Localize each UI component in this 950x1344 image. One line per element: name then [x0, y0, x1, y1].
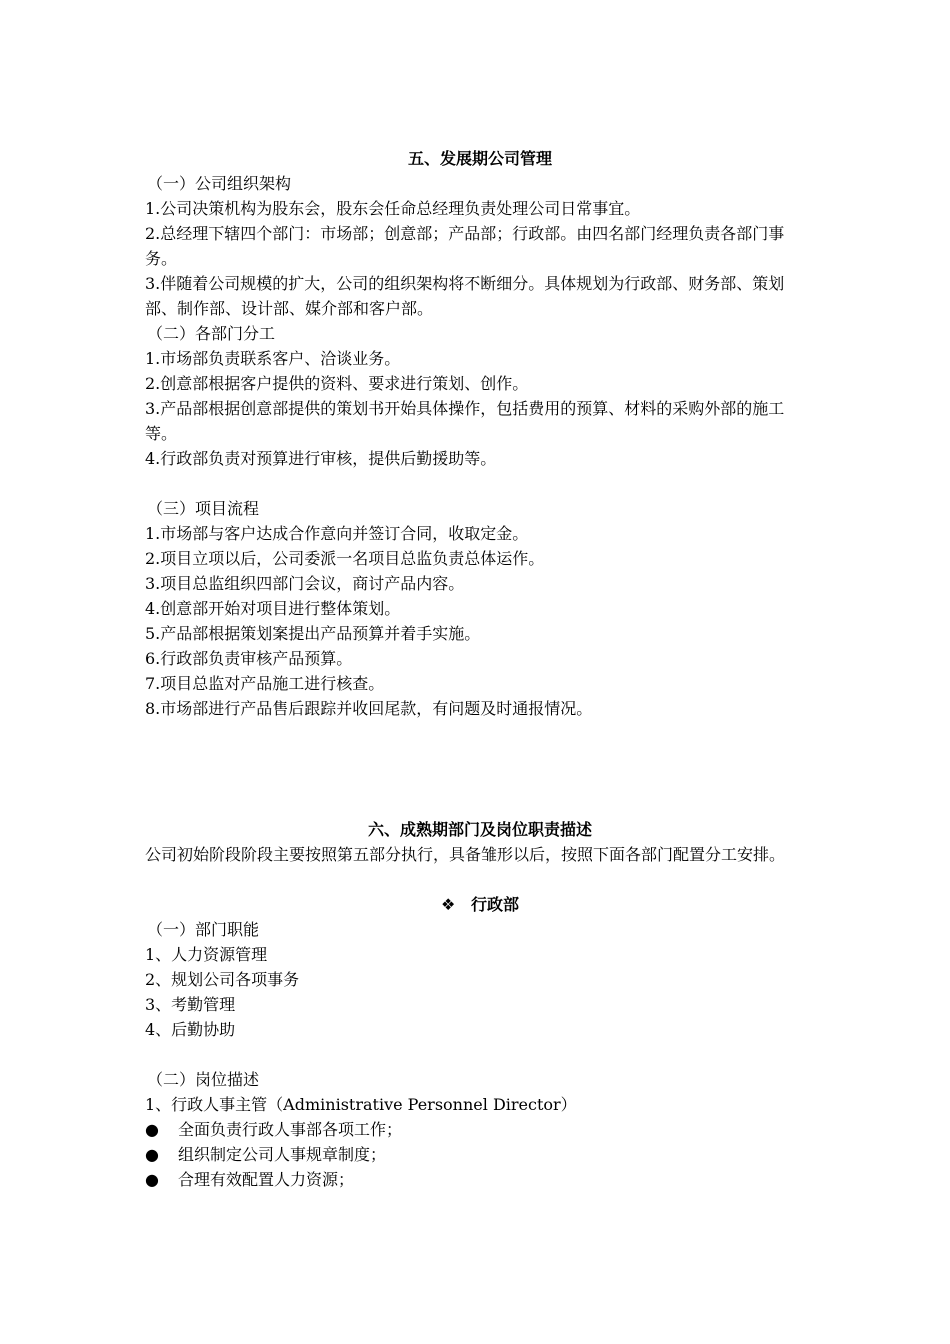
role-duty-1: [145, 1117, 815, 1142]
role-duty-text: 合理有效配置人力资源；: [178, 1170, 355, 1189]
section5-part1-heading: （一）公司组织架构: [147, 174, 292, 193]
diamond-bullet-icon: ❖: [440, 895, 456, 914]
section5-part1-item-3: 3.伴随着公司规模的扩大，公司的组织架构将不断细分。具体规划为行政部、财务部、策划部、制作部、设计部、媒介部和客户部。: [145, 274, 785, 318]
section5-part3-item-3: 3.项目总监组织四部门会议，商讨产品内容。: [145, 574, 465, 593]
department-name: 行政部: [470, 895, 519, 914]
role-duty-3: [145, 1167, 815, 1192]
section6-title: 六、成熟期部门及岗位职责描述: [367, 820, 592, 839]
section5-part1-item-1: 1.公司决策机构为股东会，股东会任命总经理负责处理公司日常事宜。: [145, 199, 641, 218]
section6-intro: 公司初始阶段阶段主要按照第五部分执行，具备雏形以后，按照下面各部门配置分工安排。: [145, 845, 786, 864]
function-item-3: 3、考勤管理: [145, 995, 236, 1014]
function-item-2: 2、规划公司各项事务: [145, 970, 300, 989]
section5-part3-item-7: 7.项目总监对产品施工进行核查。: [145, 674, 385, 693]
section5-part2-item-4: 4.行政部负责对预算进行审核，提供后勤援助等。: [145, 449, 497, 468]
section5-part2-item-1: 1.市场部负责联系客户、洽谈业务。: [145, 349, 401, 368]
role-title: 1、行政人事主管（Administrative Personnel Director）: [145, 1095, 577, 1114]
department-heading: [145, 892, 815, 917]
function-item-1: 1、人力资源管理: [145, 945, 268, 964]
positions-heading: （二）岗位描述: [147, 1070, 260, 1089]
section5-part3-item-2: 2.项目立项以后，公司委派一名项目总监负责总体运作。: [145, 549, 545, 568]
section5-title: 五、发展期公司管理: [407, 149, 552, 168]
bullet-dot-icon: ●: [145, 1170, 159, 1189]
bullet-dot-icon: ●: [145, 1120, 159, 1139]
section5-part3-item-4: 4.创意部开始对项目进行整体策划。: [145, 599, 401, 618]
section5-part3-item-1: 1.市场部与客户达成合作意向并签订合同，收取定金。: [145, 524, 529, 543]
role-duty-text: 组织制定公司人事规章制度；: [178, 1145, 387, 1164]
section5-part2-item-3: 3.产品部根据创意部提供的策划书开始具体操作，包括费用的预算、材料的采购外部的施工等。: [145, 399, 785, 443]
section5-part2-item-2: 2.创意部根据客户提供的资料、要求进行策划、创作。: [145, 374, 529, 393]
document-page: [145, 146, 815, 1192]
section5-part3-item-6: 6.行政部负责审核产品预算。: [145, 649, 353, 668]
section5-part1-item-2: 2.总经理下辖四个部门：市场部；创意部；产品部；行政部。由四名部门经理负责各部门事务。: [145, 224, 785, 268]
role-duty-text: 全面负责行政人事部各项工作；: [178, 1120, 403, 1139]
functions-heading: （一）部门职能: [147, 920, 260, 939]
section5-part2-heading: （二）各部门分工: [147, 324, 276, 343]
function-item-4: 4、后勤协助: [145, 1020, 236, 1039]
section5-part3-heading: （三）项目流程: [147, 499, 260, 518]
section5-part3-item-5: 5.产品部根据策划案提出产品预算并着手实施。: [145, 624, 481, 643]
bullet-dot-icon: ●: [145, 1145, 159, 1164]
section5-part3-item-8: 8.市场部进行产品售后跟踪并收回尾款，有问题及时通报情况。: [145, 699, 593, 718]
role-duty-2: [145, 1142, 815, 1167]
